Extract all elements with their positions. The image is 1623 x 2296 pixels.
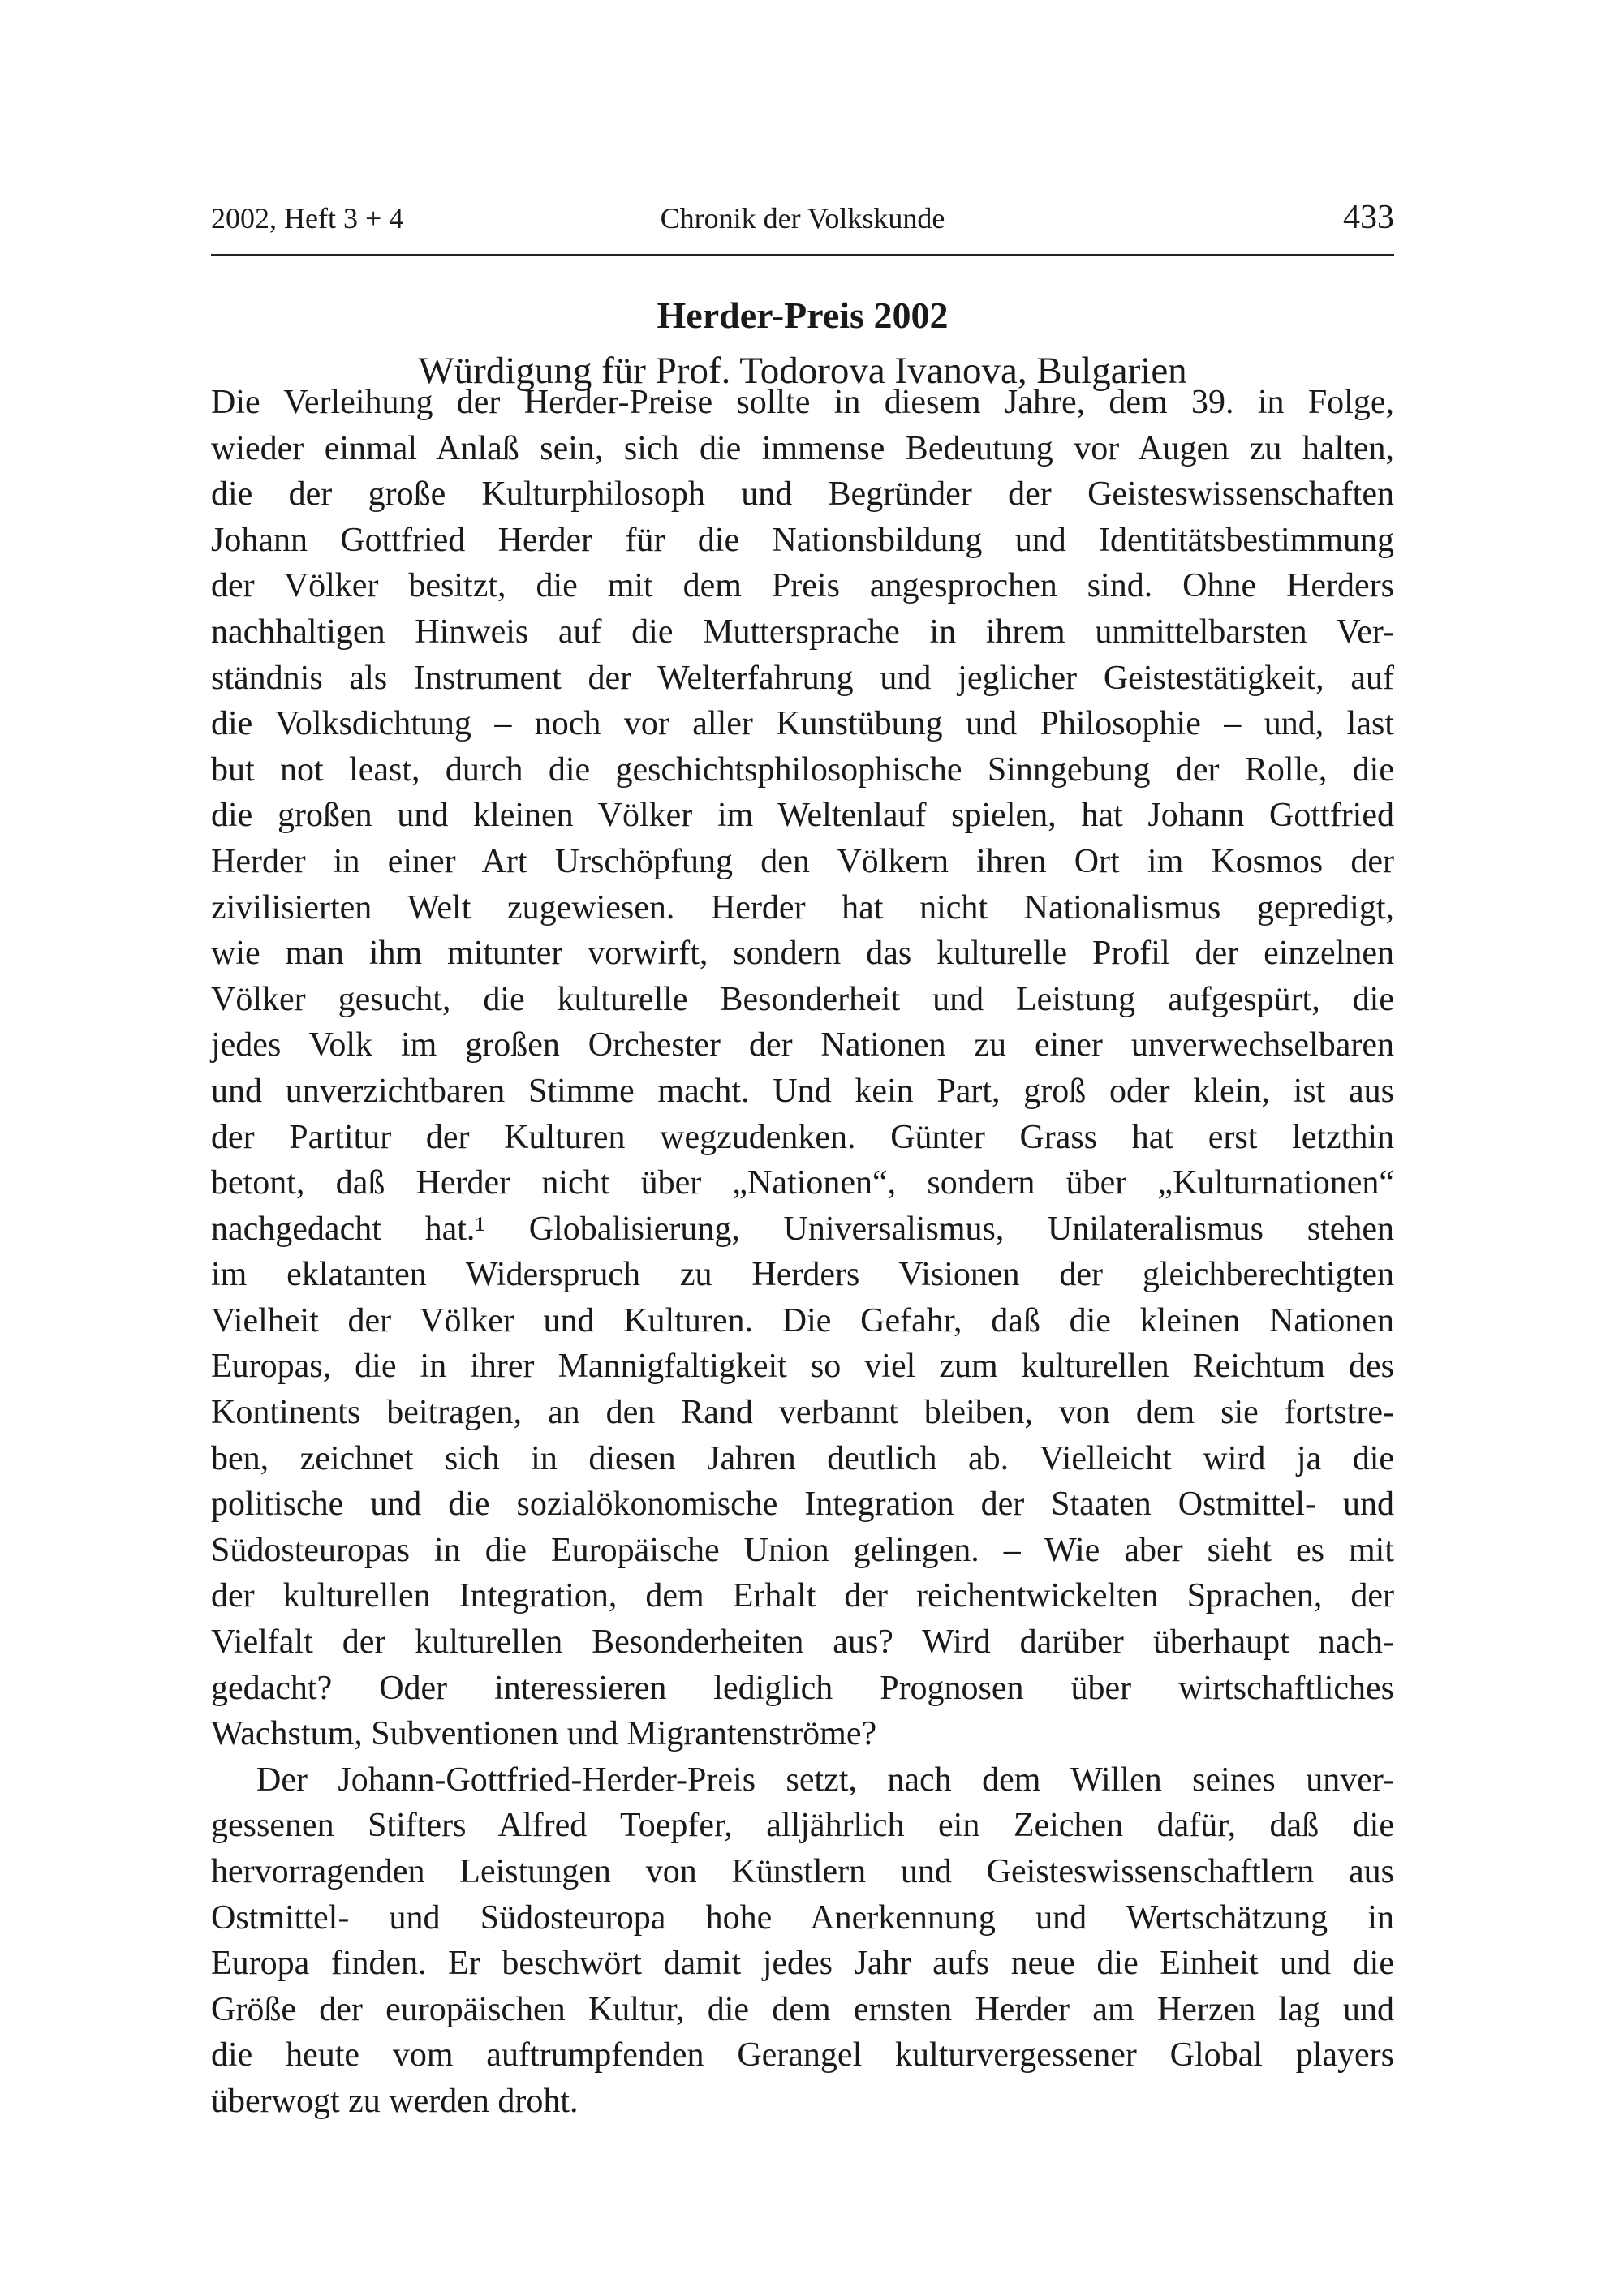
text-line: Ostmittel- und Südosteuropa hohe Anerkennung und Wertschätzung in	[211, 1898, 1394, 1937]
text-line: ben, zeichnet sich in diesen Jahren deutlich ab. Vielleicht wird ja die	[211, 1439, 1394, 1477]
article-title: Herder-Preis 2002	[657, 295, 949, 336]
text-line: die großen und kleinen Völker im Weltenlauf spielen, hat Johann Gottfried	[211, 797, 1394, 835]
text-line: im eklatanten Widerspruch zu Herders Visionen der gleichberechtigten	[211, 1256, 1394, 1294]
text-line: Kontinents beitragen, an den Rand verbannt bleiben, von dem sie fortstre-	[211, 1394, 1394, 1432]
text-line: but not least, durch die geschichtsphilosophische Sinngebung der Rolle, die	[211, 750, 1394, 789]
text-line: gedacht? Oder interessieren lediglich Prognosen über wirtschaftliches	[211, 1669, 1394, 1707]
article-subtitle: Würdigung für Prof. Todorova Ivanova, Bulgarien	[418, 350, 1187, 392]
text-line: Die Verleihung der Herder-Preise sollte in diesem Jahre, dem 39. in Folge,	[211, 384, 1394, 421]
text-line: die der große Kulturphilosoph und Begründer der Geisteswissenschaften	[211, 475, 1394, 514]
text-line: nachhaltigen Hinweis auf die Muttersprache in ihrem unmittelbarsten Ver-	[211, 613, 1394, 651]
text-line: Johann Gottfried Herder für die Nationsbildung und Identitätsbestimmung	[211, 521, 1394, 559]
article-body	[211, 380, 1394, 2125]
text-line: überwogt zu werden droht.	[211, 2082, 579, 2120]
text-line: gessenen Stifters Alfred Toepfer, alljährlich ein Zeichen dafür, daß die	[211, 1807, 1394, 1845]
text-line: der Völker besitzt, die mit dem Preis angesprochen sind. Ohne Herders	[211, 567, 1394, 605]
text-line: Völker gesucht, die kulturelle Besonderheit und Leistung aufgespürt, die	[211, 980, 1394, 1018]
text-line: Vielheit der Völker und Kulturen. Die Gefahr, daß die kleinen Nationen	[211, 1301, 1394, 1339]
running-header	[211, 201, 1394, 242]
header-rule	[211, 254, 1394, 256]
page-number: 433	[1343, 199, 1394, 236]
text-line: betont, daß Herder nicht über „Nationen“, sondern über „Kulturnationen“	[211, 1164, 1394, 1202]
text-line: und unverzichtbaren Stimme macht. Und kein Part, groß oder klein, ist aus	[211, 1072, 1394, 1110]
text-line: jedes Volk im großen Orchester der Nationen zu einer unverwechselbaren	[211, 1026, 1394, 1064]
text-line: wie man ihm mitunter vorwirft, sondern das kulturelle Profil der einzelnen	[211, 935, 1394, 973]
text-line: hervorragenden Leistungen von Künstlern und Geisteswissenschaftlern aus	[211, 1853, 1394, 1890]
text-line: Europa finden. Er beschwört damit jedes Jahr aufs neue die Einheit und die	[211, 1945, 1394, 1983]
text-line: wieder einmal Anlaß sein, sich die immense Bedeutung vor Augen zu halten,	[211, 429, 1394, 467]
text-line: Europas, die in ihrer Mannigfaltigkeit so viel zum kulturellen Reichtum des	[211, 1348, 1394, 1386]
text-line: Vielfalt der kulturellen Besonderheiten aus? Wird darüber überhaupt nach-	[211, 1623, 1394, 1662]
text-line: die Volksdichtung – noch vor aller Kunstübung und Philosophie – und, last	[211, 705, 1394, 743]
text-line: politische und die sozialökonomische Integration der Staaten Ostmittel- und	[211, 1486, 1394, 1524]
text-line: Herder in einer Art Urschöpfung den Völkern ihren Ort im Kosmos der	[211, 842, 1394, 880]
text-line: zivilisierten Welt zugewiesen. Herder hat nicht Nationalismus gepredigt,	[211, 888, 1394, 927]
text-line: ständnis als Instrument der Welterfahrung und jeglicher Geistestätigkeit, auf	[211, 659, 1394, 697]
text-line: Der Johann-Gottfried-Herder-Preis setzt, nach dem Willen seines unver-	[256, 1761, 1394, 1799]
text-line: nachgedacht hat.¹ Globalisierung, Universalismus, Unilateralismus stehen	[211, 1210, 1394, 1248]
text-line: die heute vom auftrumpfenden Gerangel kulturvergessener Global players	[211, 2036, 1394, 2075]
text-line: der Partitur der Kulturen wegzudenken. Günter Grass hat erst letzthin	[211, 1118, 1394, 1156]
text-line: der kulturellen Integration, dem Erhalt der reichentwickelten Sprachen, der	[211, 1577, 1394, 1615]
issue-label: 2002, Heft 3 + 4	[211, 202, 404, 234]
text-line: Größe der europäischen Kultur, die dem ernsten Herder am Herzen lag und	[211, 1990, 1394, 2028]
journal-title: Chronik der Volkskunde	[660, 202, 945, 234]
text-line: Wachstum, Subventionen und Migrantenströme?	[211, 1715, 877, 1753]
text-line: Südosteuropas in die Europäische Union gelingen. – Wie aber sieht es mit	[211, 1531, 1394, 1569]
